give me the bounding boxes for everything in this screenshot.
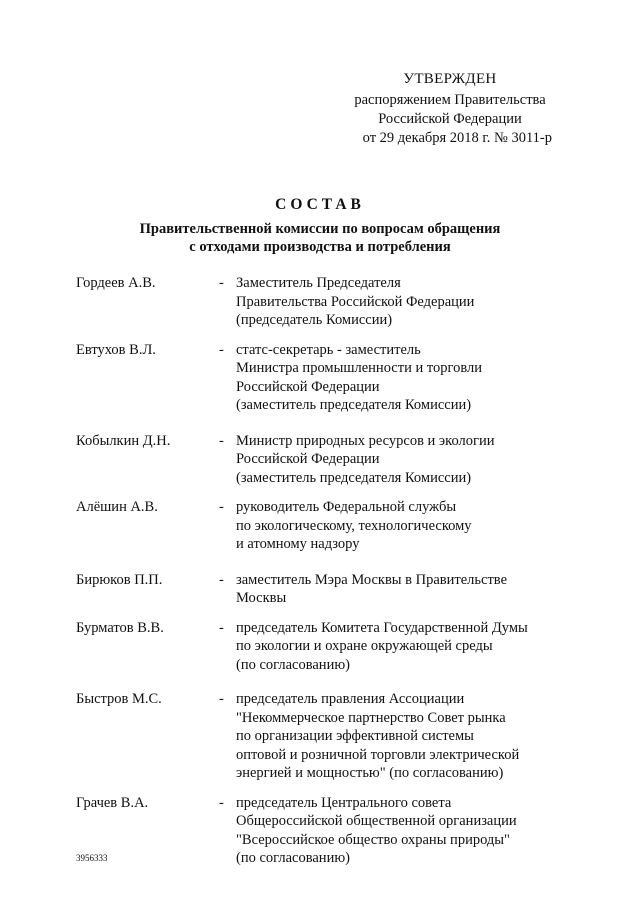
approval-line-1: распоряжением Правительства bbox=[354, 92, 546, 108]
member-description: руководитель Федеральной службы по экологическому, технологическому и атомному надзору bbox=[236, 499, 472, 552]
members-list bbox=[76, 274, 576, 868]
member-description: председатель правления Ассоциации "Некоммерческое партнерство Совет рынка по организации эффективной системы оптовой и розничной торговли электрической энергией и мощностью" (по согласованию) bbox=[236, 691, 520, 781]
member-description: статс-секретарь - заместитель Министра промышленности и торговли Российской Федерации (заместитель председателя Комиссии) bbox=[236, 341, 482, 413]
member-row bbox=[76, 619, 576, 675]
member-name: Кобылкин Д.Н. bbox=[76, 432, 171, 449]
member-dash: - bbox=[219, 275, 224, 291]
member-name: Бурматов В.В. bbox=[76, 619, 164, 636]
member-row bbox=[76, 794, 576, 868]
document-title: СОСТАВ bbox=[275, 196, 365, 213]
member-row bbox=[76, 274, 576, 330]
member-name: Бирюков П.П. bbox=[76, 571, 163, 588]
member-dash: - bbox=[219, 691, 224, 707]
member-description: председатель Комитета Государственной Думы по экологии и охране окружающей среды (по согласованию) bbox=[236, 619, 528, 673]
member-description: Министр природных ресурсов и экологии Российской Федерации (заместитель председателя Комиссии) bbox=[236, 432, 495, 486]
document-subtitle: Правительственной комиссии по вопросам обращения с отходами производства и потребления bbox=[139, 221, 501, 255]
member-row bbox=[76, 432, 576, 488]
member-row bbox=[76, 341, 576, 415]
member-dash: - bbox=[219, 619, 224, 636]
member-dash: - bbox=[219, 794, 224, 811]
member-description: заместитель Мэра Москвы в Правительстве Москвы bbox=[236, 571, 508, 606]
member-row bbox=[76, 571, 576, 608]
approval-block bbox=[340, 70, 560, 148]
member-name: Алёшин А.В. bbox=[76, 499, 158, 515]
member-dash: - bbox=[219, 341, 224, 358]
member-description: председатель Центрального совета Общероссийской общественной организации "Всероссийское общество охраны природы" (по согласованию) bbox=[236, 794, 517, 866]
document-code: 3956333 bbox=[76, 853, 108, 863]
member-dash: - bbox=[219, 499, 224, 515]
approval-line-2: Российской Федерации bbox=[378, 111, 522, 127]
member-description: Заместитель Председателя Правительства Российской Федерации (председатель Комиссии) bbox=[236, 275, 475, 328]
member-row bbox=[76, 498, 576, 554]
member-name: Гордеев А.В. bbox=[76, 275, 156, 291]
approval-line-3: от 29 декабря 2018 г. № 3011-р bbox=[362, 130, 552, 146]
member-dash: - bbox=[219, 432, 224, 449]
member-name: Евтухов В.Л. bbox=[76, 341, 156, 358]
approval-stamp: УТВЕРЖДЕН bbox=[403, 71, 497, 87]
member-dash: - bbox=[219, 571, 224, 588]
member-name: Быстров М.С. bbox=[76, 691, 162, 707]
member-row bbox=[76, 690, 576, 783]
member-name: Грачев В.А. bbox=[76, 794, 149, 811]
